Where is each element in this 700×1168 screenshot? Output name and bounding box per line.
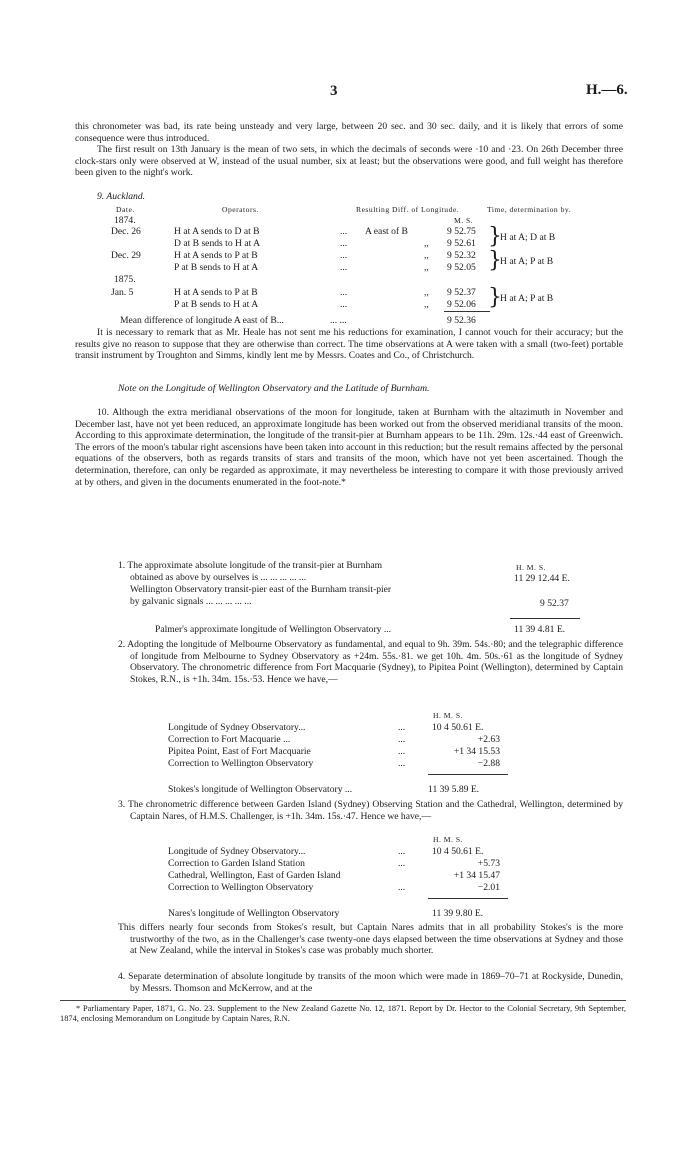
footnote-rule <box>60 1000 626 1001</box>
table-row-dots: ... <box>340 262 348 273</box>
document-reference: H.—6. <box>586 82 628 98</box>
auckland-remark: It is necessary to remark that as Mr. Heale has not sent me his reductions for examination, I cannot vouch for their accuracy; but the results give no reason to suppose that they are otherwise than correct. The time observations at A were taken with a small (two-feet) portable transit instrument by Troughton and Simms, kindly lent me by Messrs. Coates and Co., of Christchurch. <box>75 327 623 362</box>
col-time-header: Time, determination by. <box>487 205 572 214</box>
item3-result-value: 11 39 9.80 E. <box>432 908 484 919</box>
table-row-operator: D at B sends to H at A <box>174 238 261 249</box>
page-number: 3 <box>330 83 338 99</box>
item2-row-dots: ... <box>398 734 406 745</box>
table-row-direction: ,, <box>424 262 429 273</box>
intro-paragraph-2: The first result on 13th January is the mean of two sets, in which the decimals of seconds were ·10 and ·23. On 26th December three clock-stars only were observed at W, instead of the usual number, six at least; but the observations were good, and full weight has therefore been given to the night's work. <box>75 144 623 179</box>
table-row-operator: H at A sends to D at B <box>174 226 260 237</box>
item3-row-value: 10 4 50.61 E. <box>432 846 484 857</box>
table-row-operator: H at A sends to P at B <box>174 250 258 261</box>
item1-rule <box>510 618 580 619</box>
table-row-value: 9 52.37 <box>447 287 476 298</box>
item4-text: 4. Separate determination of absolute longitude by transits of the moon which were made in 1869–70–71 at Rockyside, Dunedin, by Messrs. Thomson and McKerrow, and at the <box>118 971 623 994</box>
item1-line1: 1. The approximate absolute longitude of the transit-pier at Burnham <box>118 560 383 571</box>
item2-row-label: Correction to Wellington Observatory <box>168 758 314 769</box>
year-1874: 1874. <box>114 215 136 226</box>
item3-after: This differs nearly four seconds from Stokes's result, but Captain Nares admits that in all probability Stokes's is the more trustworthy of the two, as in the Challenger's case twenty-one days elapsed between the time observations at Sydney and those at New Zealand, while the interval in Stokes's case was probably much shorter. <box>118 922 623 957</box>
table-row-dots: ... <box>340 299 348 310</box>
table-row-direction: ,, <box>424 250 429 261</box>
note-paragraph-10: 10. Although the extra meridianal observations of the moon for longitude, taken at Burnham with the altazimuth in November and December last, have not yet been reduced, an approximate longitude has been worked out from the observed meridianal transits of the moon. According to this approximate determination, the longitude of the transit-pier at Burnham appears to be 11h. 29m. 12s.·44 east of Greenwich. The errors of the moon's tabular right ascensions have been taken into account in this reduction; but the result remains affected by the personal equations of the observers, both as regards transits of stars and transits of the moon, which have not yet been ascertained. Though the determination, therefore, can only be regarded as approximate, it may nevertheless be interesting to compare it with those previously arrived at by others, and given in the documents enumerated in the foot-note.* <box>75 407 623 488</box>
table-row-direction: A east of B <box>365 226 408 237</box>
time-determination: H at A; D at B <box>500 232 556 243</box>
table-row-value: 9 52.06 <box>447 299 476 310</box>
note-title: Note on the Longitude of Wellington Observatory and the Latitude of Burnham. <box>118 383 430 394</box>
item2-row-label: Correction to Fort Macquarie ... <box>168 734 291 745</box>
table-row-dots: ... <box>340 250 348 261</box>
table-row-direction: ,, <box>424 287 429 298</box>
table-row-dots: ... <box>340 238 348 249</box>
table-row-value: 9 52.75 <box>447 226 476 237</box>
item2-row-dots: ... <box>398 746 406 757</box>
item2-row-dots: ... <box>398 722 406 733</box>
brace-pair-1: } <box>488 224 502 249</box>
item2-result-value: 11 39 5.89 E. <box>428 784 480 795</box>
item2-row-label: Pipitea Point, East of Fort Macquarie <box>168 746 311 757</box>
item2-rule <box>428 774 508 775</box>
table-row-operator: H at A sends to P at B <box>174 287 258 298</box>
table-row-date: Jan. 5 <box>111 287 134 298</box>
item2-row-value: +1 34 15.53 <box>453 746 500 757</box>
item2-row-value: 10 4 50.61 E. <box>432 722 484 733</box>
item3-row-label: Longitude of Sydney Observatory... <box>168 846 306 857</box>
item3-rule <box>428 898 508 899</box>
item3-row-value: +5.73 <box>477 858 500 869</box>
sum-rule <box>444 311 490 312</box>
brace-pair-2: } <box>488 248 502 273</box>
table-row-direction: ,, <box>424 299 429 310</box>
item3-row-value: +1 34 15.47 <box>453 870 500 881</box>
footnote: * Parliamentary Paper, 1871, G. No. 23. Supplement to the New Zealand Gazette No. 12, 1871. Report by Dr. Hector to the Colonial Secretary, 9th September, 1874, enclosing Memorandum on Longitude by Captain Nares, R.N. <box>60 1004 626 1024</box>
table-row-value: 9 52.05 <box>447 262 476 273</box>
table-row-dots: ... <box>340 287 348 298</box>
time-determination: H at A; P at B <box>500 293 554 304</box>
item2-row-label: Longitude of Sydney Observatory... <box>168 722 306 733</box>
mean-value: 9 52.36 <box>447 315 476 326</box>
item1-result-value: 11 39 4.81 E. <box>514 624 566 635</box>
item3-row-dots: ... <box>398 882 406 893</box>
item3-row-value: −2.01 <box>477 882 500 893</box>
item1-value2: 9 52.37 <box>540 598 569 609</box>
brace-pair-3: } <box>488 285 502 310</box>
table-row-direction: ,, <box>424 238 429 249</box>
item2-row-value: −2.88 <box>477 758 500 769</box>
intro-paragraph-1: this chronometer was bad, its rate being unsteady and very large, between 20 sec. and 30 sec. daily, and it is likely that errors of some consequence were thus introduced. <box>75 121 623 144</box>
item1-line4: by galvanic signals ... ... ... ... ... <box>130 596 252 607</box>
mean-label: Mean difference of longitude A east of B... <box>120 315 284 326</box>
item1-result-label: Palmer's approximate longitude of Wellington Observatory ... <box>155 624 392 635</box>
col-date-header: Date. <box>116 205 135 214</box>
table-row-dots: ... <box>340 226 348 237</box>
auckland-heading: 9. Auckland. <box>97 191 146 202</box>
item2-units: H. M. S. <box>433 711 463 720</box>
col-operators-header: Operators. <box>222 205 259 214</box>
item1-units: H. M. S. <box>516 563 546 572</box>
mean-dots: ... ... <box>330 315 347 326</box>
item2-row-dots: ... <box>398 758 406 769</box>
item3-units: H. M. S. <box>433 835 463 844</box>
item1-value1: 11 29 12.44 E. <box>514 573 570 584</box>
item3-text: 3. The chronometric difference between Garden Island (Sydney) Observing Station and the Cathedral, Wellington, determined by Captain Nares, of H.M.S. Challenger, is +1h. 34m. 15s.·47. Hence we have,— <box>118 799 623 822</box>
table-row-date: Dec. 26 <box>111 226 141 237</box>
item3-row-label: Correction to Wellington Observatory <box>168 882 314 893</box>
item2-row-value: +2.63 <box>477 734 500 745</box>
item3-row-dots: ... <box>398 846 406 857</box>
table-row-value: 9 52.32 <box>447 250 476 261</box>
item3-row-label: Correction to Garden Island Station <box>168 858 305 869</box>
year-1875: 1875. <box>114 274 136 285</box>
table-row-value: 9 52.61 <box>447 238 476 249</box>
item2-result-label: Stokes's longitude of Wellington Observatory ... <box>168 784 353 795</box>
col-diff-header: Resulting Diff. of Longitude. <box>356 205 460 214</box>
item1-line2: obtained as above by ourselves is ... ... ... ... ... <box>130 572 307 583</box>
item3-result-label: Nares's longitude of Wellington Observatory <box>168 908 340 919</box>
item1-line3: Wellington Observatory transit-pier east of the Burnham transit-pier <box>130 584 392 595</box>
item2-text: 2. Adopting the longitude of Melbourne Observatory as fundamental, and equal to 9h. 39m. 54s.·80; and the telegraphic difference of longitude from Melbourne to Sydney Observatory as +24m. 55s.·81. we get 10h. 4m. 50s.·61 as the longitude of Sydney Observatory. The chronometric difference from Fort Macquarie (Sydney), to Pipitea Point (Wellington), determined by Captain Stokes, R.N., is +1h. 34m. 15s.·53. Hence we have,— <box>118 639 623 685</box>
table-row-date: Dec. 29 <box>111 250 141 261</box>
item3-row-dots: ... <box>398 858 406 869</box>
time-determination: H at A; P at B <box>500 256 554 267</box>
table-row-operator: P at B sends to H at A <box>174 299 259 310</box>
table-row-operator: P at B sends to H at A <box>174 262 259 273</box>
item3-row-label: Cathedral, Wellington, East of Garden Island <box>168 870 341 881</box>
units-ms: M. S. <box>454 216 474 225</box>
